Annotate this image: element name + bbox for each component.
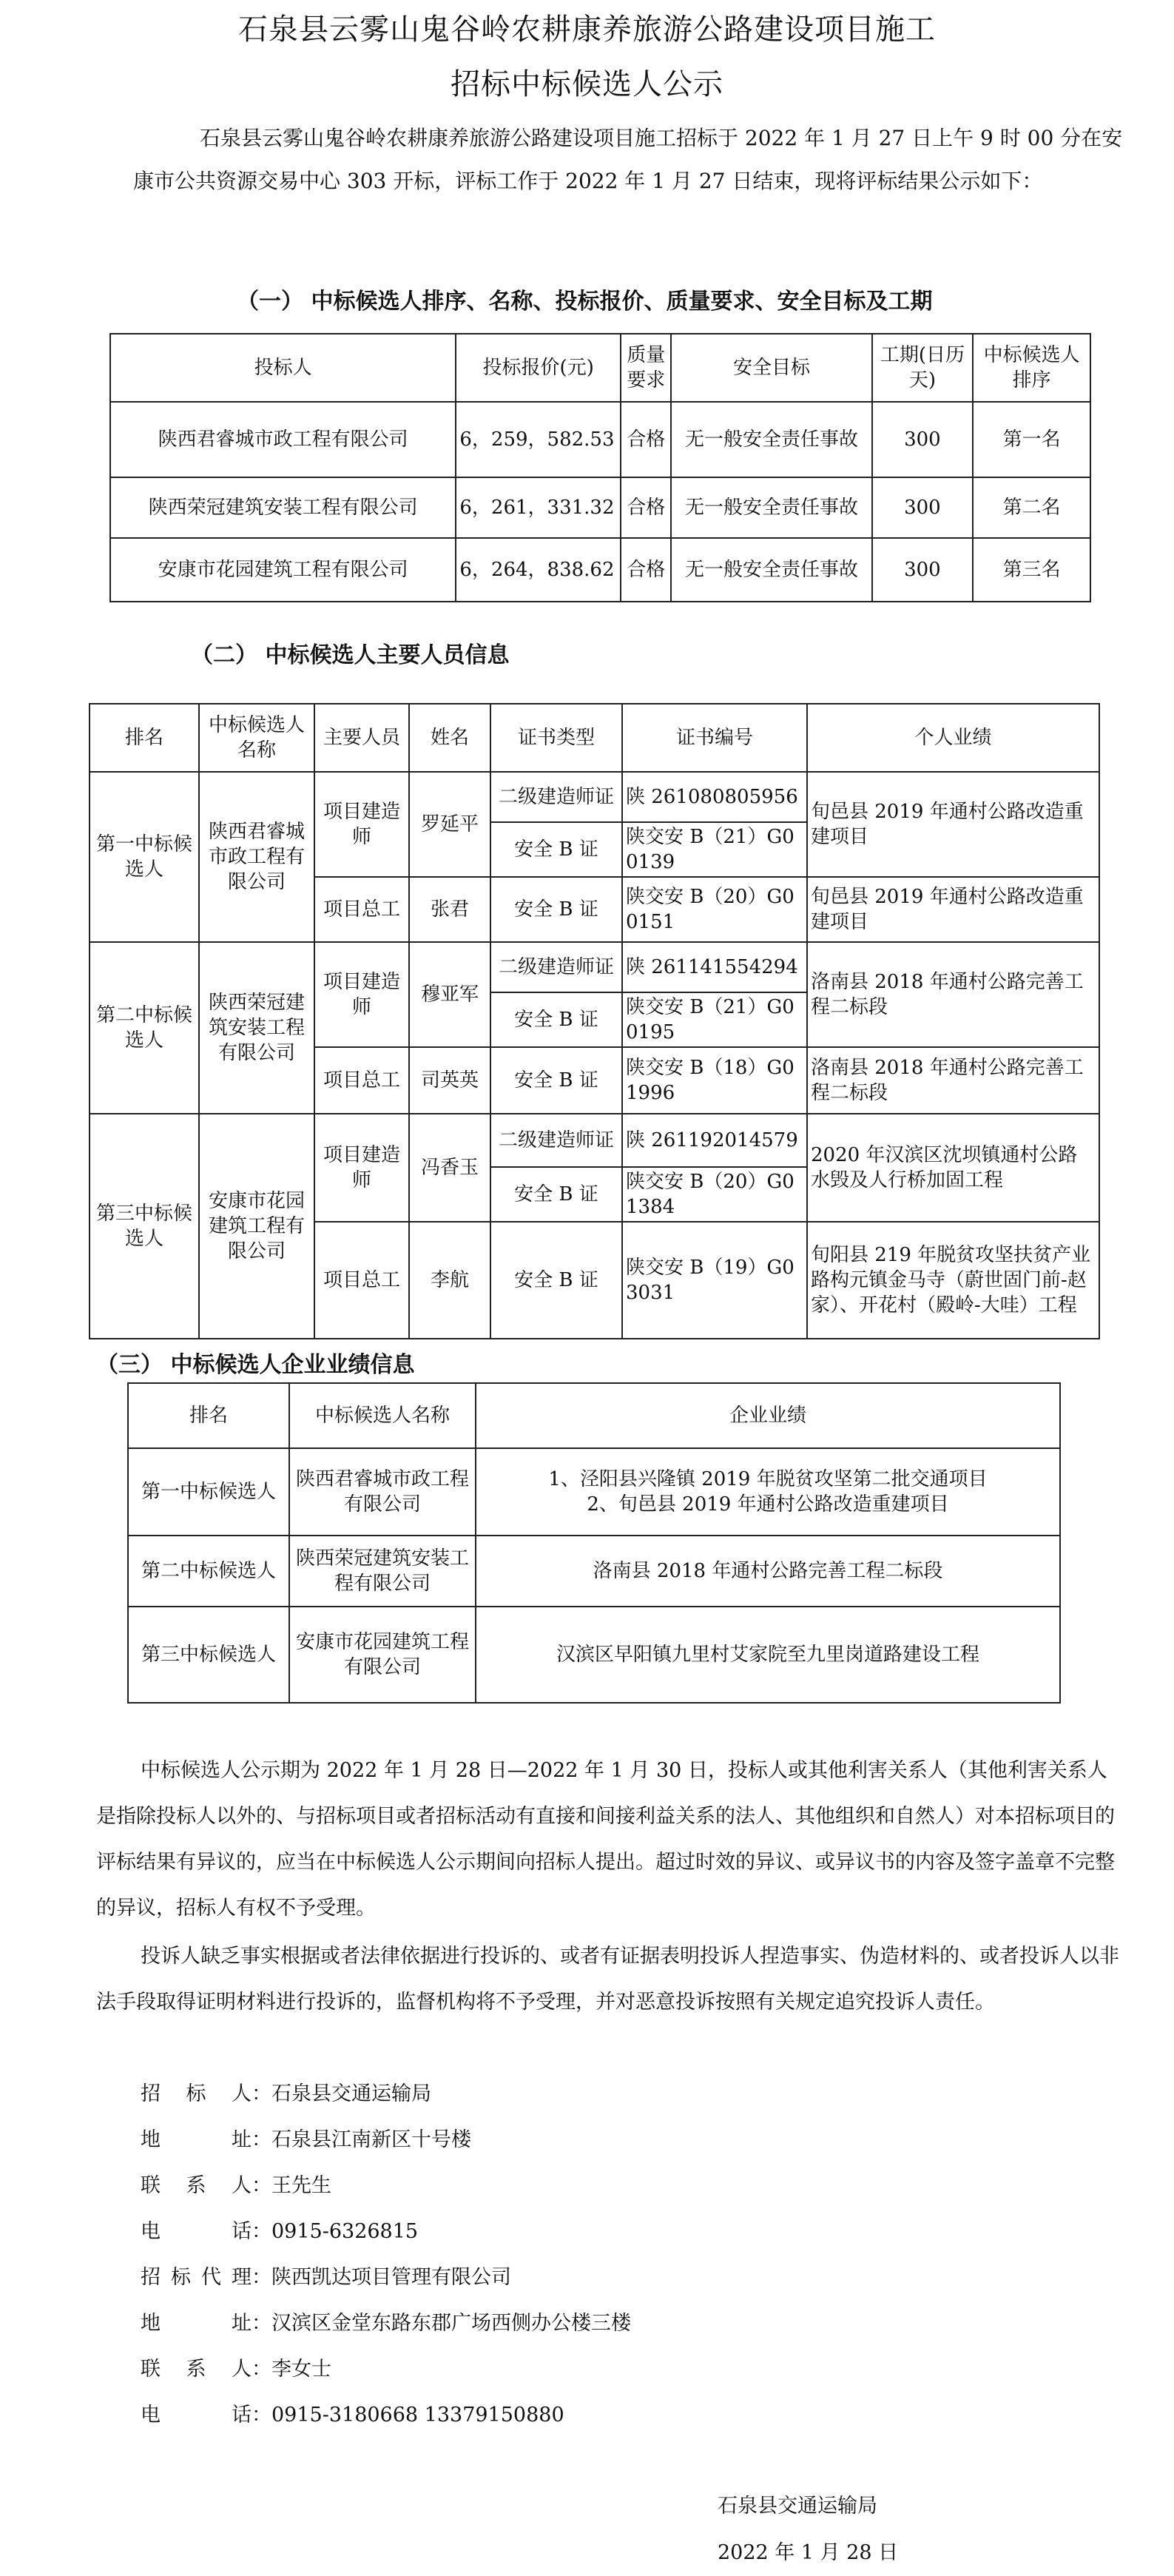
duration: 300 [872,477,974,538]
cert-no: 陕 261141554294 [622,942,807,992]
candidate-rank: 第一中标候选人 [128,1448,289,1536]
section3-heading: （三） 中标候选人企业业绩信息 [96,1352,415,1378]
header-name: 姓名 [409,704,490,772]
contact-label: 电话 [141,2220,252,2243]
header-company: 中标候选人名称 [199,704,314,772]
table-row [110,538,1090,602]
candidate-company: 安康市花园建筑工程有限公司 [289,1607,476,1703]
notice-objection-paragraph: 中标候选人公示期为 2022 年 1 月 28 日—2022 年 1 月 30 日，投标人或其他利害关系人（其他利害关系人是指除投标人以外的、与招标项目或者招标活动有直接和间接利益关系的法人、其他组织和自然人）对本招标项目的评标结果有异议的，应当在中标候选人公示期间向招标人提出。超过时效的异议、或异议书的内容及签字盖章不完整的异议，招标人有权不予受理。 [96,1759,1115,1920]
page-title-line2: 招标中标候选人公示 [451,67,723,101]
quality: 合格 [621,477,671,538]
cert-no: 陕交安 B（21）G00195 [622,992,807,1047]
cert-type: 安全 B 证 [490,1167,622,1222]
table-row [90,1114,1099,1167]
personal-perf: 旬邑县 2019 年通村公路改造重建项目 [807,772,1099,877]
table-row [90,772,1099,822]
person-name: 穆亚军 [409,942,490,1047]
company-perf [476,1448,1060,1536]
header-quality: 质量要求 [621,334,671,402]
contact-agent-address [141,2309,631,2338]
header-rank: 中标候选人排序 [973,334,1090,402]
contact-label: 联系人 [141,2358,252,2381]
contact-tenderer-phone [141,2217,418,2247]
header-role: 主要人员 [314,704,409,772]
cert-type: 安全 B 证 [490,877,622,942]
cert-type: 二级建造师证 [490,1114,622,1167]
cert-no: 陕交安 B（20）G00151 [622,877,807,942]
cert-no: 陕交安 B（18）G01996 [622,1047,807,1114]
header-company-perf: 企业业绩 [476,1383,1060,1448]
person-role: 项目总工 [314,877,409,942]
contact-agent-phone [141,2401,564,2430]
contact-label: 招标人 [141,2082,252,2105]
contact-label: 联系人 [141,2174,252,2197]
cert-no: 陕交安 B（19）G03031 [622,1222,807,1339]
safety-target: 无一般安全责任事故 [671,402,871,477]
person-name: 李航 [409,1222,490,1339]
cert-no: 陕交安 B（21）G00139 [622,822,807,877]
company-perf-item: 1、泾阳县兴隆镇 2019 年脱贫攻坚第二批交通项目 [548,1468,988,1490]
contact-tenderer-person [141,2171,331,2201]
header-cert-type: 证书类型 [490,704,622,772]
company-perf: 洛南县 2018 年通村公路完善工程二标段 [476,1536,1060,1607]
bid-ranking-table [109,333,1091,602]
duration: 300 [872,538,974,602]
company-perf-item: 2、旬邑县 2019 年通村公路改造重建项目 [587,1493,949,1516]
header-bidder: 投标人 [110,334,456,402]
bid-price: 6，264，838.62 [456,538,621,602]
quality: 合格 [621,402,671,477]
contact-label: 招标代理 [141,2266,252,2289]
candidate-company: 陕西荣冠建筑安装工程有限公司 [199,942,314,1114]
cert-type: 安全 B 证 [490,1047,622,1114]
cert-type: 二级建造师证 [490,772,622,822]
quality: 合格 [621,538,671,602]
candidate-rank: 第一中标候选人 [90,772,199,942]
candidate-rank: 第三中标候选人 [128,1607,289,1703]
person-role: 项目建造师 [314,942,409,1047]
table-row [110,477,1090,538]
rank: 第一名 [973,402,1090,477]
candidate-company: 安康市花园建筑工程有限公司 [199,1114,314,1339]
contact-value: ：石泉县江南新区十号楼 [252,2128,471,2151]
cert-no: 陕 261192014579 [622,1114,807,1167]
bidder-name: 陕西君睿城市政工程有限公司 [110,402,456,477]
cert-type: 安全 B 证 [490,822,622,877]
company-perf: 汉滨区早阳镇九里村艾家院至九里岗道路建设工程 [476,1607,1060,1703]
person-name: 罗延平 [409,772,490,877]
person-role: 项目总工 [314,1222,409,1339]
bidder-name: 安康市花园建筑工程有限公司 [110,538,456,602]
person-role: 项目建造师 [314,1114,409,1222]
bidder-name: 陕西荣冠建筑安装工程有限公司 [110,477,456,538]
contact-value: ：汉滨区金堂东路东郡广场西侧办公楼三楼 [252,2312,631,2335]
person-role: 项目建造师 [314,772,409,877]
contact-value: ：石泉县交通运输局 [252,2082,431,2105]
signature-org: 石泉县交通运输局 [718,2495,877,2518]
rank: 第三名 [973,538,1090,602]
candidate-company: 陕西君睿城市政工程有限公司 [199,772,314,942]
personal-perf: 2020 年汉滨区沈坝镇通村公路水毁及人行桥加固工程 [807,1114,1099,1222]
cert-no: 陕 261080805956 [622,772,807,822]
person-name: 司英英 [409,1047,490,1114]
table-row [128,1448,1060,1536]
person-role: 项目总工 [314,1047,409,1114]
cert-type: 安全 B 证 [490,992,622,1047]
section1-heading: （一） 中标候选人排序、名称、投标报价、质量要求、安全目标及工期 [237,289,933,315]
contact-tenderer-address [141,2125,471,2155]
section2-heading: （二） 中标候选人主要人员信息 [191,642,510,668]
header-rank: 排名 [90,704,199,772]
table-row [128,1536,1060,1607]
contact-label: 地址 [141,2128,252,2151]
contact-tenderer [141,2079,431,2109]
person-name: 冯香玉 [409,1114,490,1222]
header-company: 中标候选人名称 [289,1383,476,1448]
contact-value: ：王先生 [252,2174,331,2197]
contact-label: 地址 [141,2312,252,2335]
contact-agent-person [141,2355,331,2384]
table-row [110,402,1090,477]
rank: 第二名 [973,477,1090,538]
personnel-table [89,703,1100,1339]
person-name: 张君 [409,877,490,942]
header-price: 投标报价(元) [456,334,621,402]
table-row [128,1607,1060,1703]
header-personal-perf: 个人业绩 [807,704,1099,772]
candidate-company: 陕西君睿城市政工程有限公司 [289,1448,476,1536]
page-title-line1: 石泉县云雾山鬼谷岭农耕康养旅游公路建设项目施工 [238,13,936,47]
header-cert-no: 证书编号 [622,704,807,772]
contact-value: ：陕西凯达项目管理有限公司 [252,2266,511,2289]
personal-perf: 旬阳县 219 年脱贫攻坚扶贫产业路构元镇金马寺（蔚世固门前-赵家）、开花村（殿岭-大哇）工程 [807,1222,1099,1339]
header-rank: 排名 [128,1383,289,1448]
bid-price: 6，261，331.32 [456,477,621,538]
company-performance-table [127,1382,1061,1704]
table-row [90,942,1099,992]
contact-label: 电话 [141,2404,252,2427]
contact-value: ：0915-6326815 [252,2220,419,2243]
duration: 300 [872,402,974,477]
candidate-company: 陕西荣冠建筑安装工程有限公司 [289,1536,476,1607]
personal-perf: 洛南县 2018 年通村公路完善工程二标段 [807,1047,1099,1114]
personal-perf: 旬邑县 2019 年通村公路改造重建项目 [807,877,1099,942]
signature-date: 2022 年 1 月 28 日 [718,2541,899,2564]
header-duration: 工期(日历天) [872,334,974,402]
safety-target: 无一般安全责任事故 [671,477,871,538]
notice-complaint-paragraph: 投诉人缺乏事实根据或者法律依据进行投诉的、或者有证据表明投诉人捏造事实、伪造材料的、或者投诉人以非法手段取得证明材料进行投诉的，监督机构将不予受理，并对恶意投诉按照有关规定追究投诉人责任。 [96,1945,1119,2014]
cert-no: 陕交安 B（20）G01384 [622,1167,807,1222]
contact-agent [141,2263,511,2293]
header-safety: 安全目标 [671,334,871,402]
safety-target: 无一般安全责任事故 [671,538,871,602]
bid-price: 6，259，582.53 [456,402,621,477]
candidate-rank: 第二中标候选人 [90,942,199,1114]
personal-perf: 洛南县 2018 年通村公路完善工程二标段 [807,942,1099,1047]
cert-type: 安全 B 证 [490,1222,622,1339]
contact-value: ：李女士 [252,2358,331,2381]
contact-value: ：0915-3180668 13379150880 [252,2404,564,2427]
candidate-rank: 第二中标候选人 [128,1536,289,1607]
candidate-rank: 第三中标候选人 [90,1114,199,1339]
intro-paragraph: 石泉县云雾山鬼谷岭农耕康养旅游公路建设项目施工招标于 2022 年 1 月 27 日上午 9 时 00 分在安康市公共资源交易中心 303 开标，评标工作于 2022 年 1 月 27 日结束，现将评标结果公示如下： [133,126,1123,193]
cert-type: 二级建造师证 [490,942,622,992]
